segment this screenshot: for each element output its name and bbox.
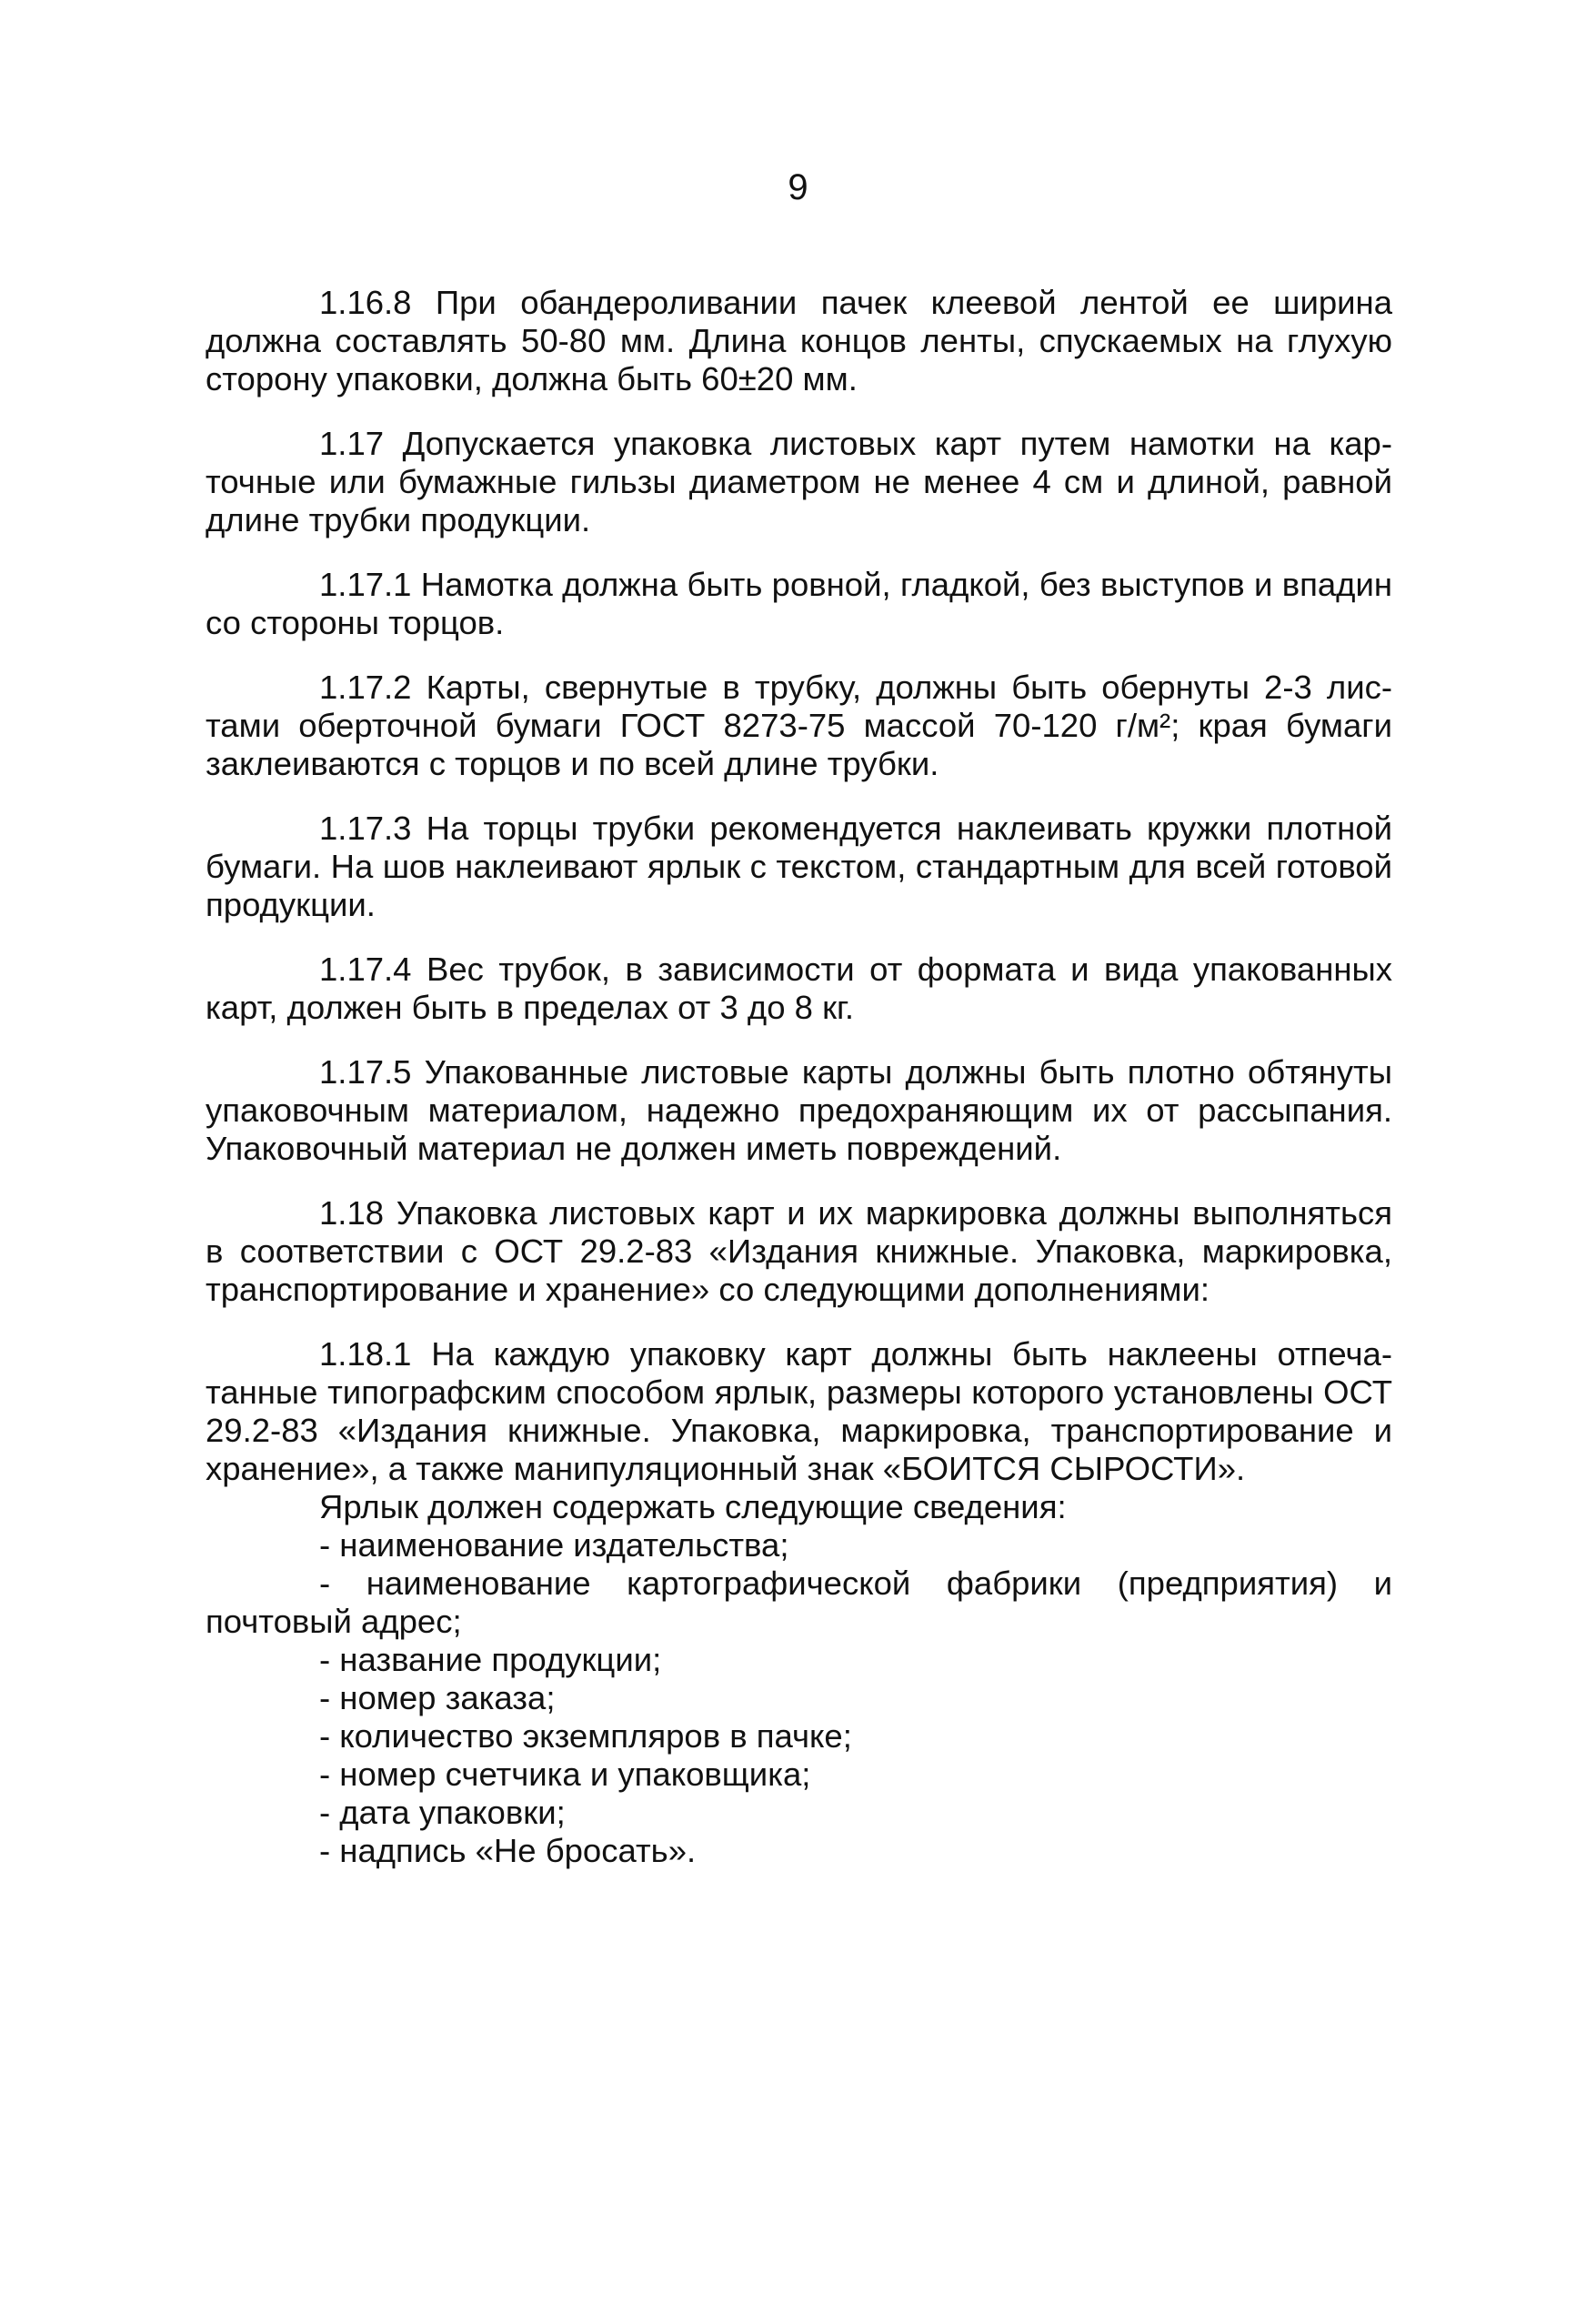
list-item: - название продукции; bbox=[319, 1641, 662, 1678]
label-requirements-list bbox=[206, 1526, 1392, 1870]
paragraph-1-17-4: 1.17.4 Вес трубок, в зависимости от формата и вида упакованных карт, должен быть в пределах от 3 до 8 кг. bbox=[206, 951, 1392, 1026]
list-item: - номер счетчика и упаковщика; bbox=[319, 1756, 811, 1793]
list-item: - наименование издательства; bbox=[319, 1526, 789, 1564]
list-item: - количество экземпляров в пачке; bbox=[319, 1717, 852, 1755]
paragraph-1-17-3: 1.17.3 На торцы трубки рекомендуется наклеивать кружки плотной бумаги. На шов наклеивают ярлык с текстом, стандартным для всей готовой продукции. bbox=[206, 810, 1392, 923]
list-item: - дата упаковки; bbox=[319, 1794, 566, 1831]
paragraph-1-17-2: 1.17.2 Карты, свернутые в трубку, должны быть обернуты 2-3 листами оберточной бумаги ГОСТ 8273-75 массой 70-120 г/м²; края бумаги заклеиваются с торцов и по всей длине трубки. bbox=[206, 669, 1392, 782]
document-body bbox=[206, 284, 1392, 1870]
paragraph-1-17: 1.17 Допускается упаковка листовых карт путем намотки на карточные или бумажные гильзы диаметром не менее 4 см и длиной, равной длине трубки продукции. bbox=[206, 425, 1392, 538]
list-item: - надпись «Не бросать». bbox=[319, 1832, 697, 1869]
paragraph-1-17-1: 1.17.1 Намотка должна быть ровной, гладкой, без выступов и впадин со стороны торцов. bbox=[206, 566, 1392, 641]
label-intro: Ярлык должен содержать следующие сведения: bbox=[319, 1488, 1067, 1525]
paragraph-1-18-1: 1.18.1 На каждую упаковку карт должны быть наклеены отпечатанные типографским способом ярлык, размеры которого установлены ОСТ 29.2-83 «Издания книжные. Упаковка, маркировка, транспортирование и хранение», а также манипуляционный знак «БОИТСЯ СЫРОСТИ». bbox=[206, 1335, 1392, 1487]
paragraph-1-18: 1.18 Упаковка листовых карт и их маркировка должны выполняться в соответствии с ОСТ 29.2-83 «Издания книжные. Упаковка, маркировка, транспортирование и хранение» со следующими дополнениями: bbox=[206, 1194, 1392, 1308]
list-item: - номер заказа; bbox=[319, 1679, 556, 1716]
page-number: 9 bbox=[788, 167, 808, 207]
list-item: - наименование картографической фабрики (предприятия) и почтовый адрес; bbox=[206, 1564, 1392, 1640]
paragraph-1-17-5: 1.17.5 Упакованные листовые карты должны быть плотно обтянуты упаковочным материалом, надежно предохраняющим их от рассыпания. Упаковочный материал не должен иметь повреждений. bbox=[206, 1053, 1392, 1167]
paragraph-1-16-8: 1.16.8 При обандероливании пачек клеевой лентой ее ширина должна составлять 50-80 мм. Длина концов ленты, спускаемых на глухую сторону упаковки, должна быть 60±20 мм. bbox=[206, 284, 1392, 397]
